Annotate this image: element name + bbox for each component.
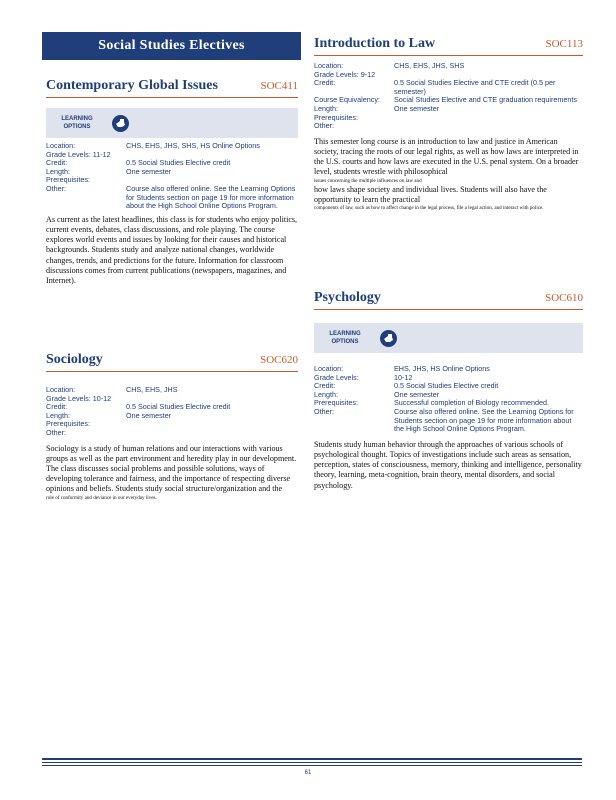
course-description bbox=[314, 137, 583, 212]
info-value: One semester bbox=[394, 103, 440, 113]
info-key: Location: bbox=[46, 141, 76, 150]
info-row bbox=[314, 114, 583, 123]
course-title-row bbox=[314, 290, 583, 310]
info-row bbox=[46, 403, 298, 412]
info-key: Location: bbox=[314, 364, 344, 373]
course-description: As current as the latest headlines, this class is for students who enjoy politics, current events, debates, class discussions, and role playing. The course explores world events and issues by looking for their causes and historical backgrounds. Students study and analyze national changes, worldwide changes, trends, and predictions for the future. Information for classroom discussions comes from current publications (newspapers, magazines, and Internet). bbox=[46, 214, 298, 285]
info-row bbox=[314, 122, 583, 131]
info-key: Other: bbox=[46, 427, 66, 437]
course-code: SOC113 bbox=[545, 38, 583, 50]
page-number: 61 bbox=[304, 770, 312, 776]
course-title-row bbox=[46, 352, 298, 372]
course-code: SOC620 bbox=[260, 354, 298, 366]
info-value: Successful completion of Biology recommended. bbox=[394, 398, 550, 408]
info-value: Course also offered online. See the Learning Options for Students section on page 19 for more information about the High School Online Options Program. bbox=[394, 406, 574, 434]
info-key: Other: bbox=[314, 406, 334, 416]
info-row bbox=[314, 96, 583, 105]
course-description-text: This semester long course is an introduction to law and justice in American society, tracing the roots of our legal rights, as well as how laws are interpreted in the U.S. courts and how laws are executed in the U.S. penal system. On a broader level, students wrestle with philosophical bbox=[314, 136, 579, 177]
info-key: Other: bbox=[314, 121, 334, 131]
course-contemporary-global-issues bbox=[46, 78, 298, 286]
info-value: Social Studies Elective and CTE graduation requirements bbox=[394, 95, 577, 105]
info-value: One semester bbox=[126, 166, 172, 176]
info-key: Length: bbox=[46, 410, 70, 420]
course-code: SOC411 bbox=[260, 80, 298, 92]
info-value bbox=[394, 114, 583, 123]
info-key: Course Equivalency: bbox=[314, 95, 380, 105]
course-description-small: role of conformity and deviance in our everyday lives. bbox=[46, 494, 157, 501]
course-title-row bbox=[314, 36, 583, 56]
info-value: 10-12 bbox=[394, 372, 413, 382]
course-name: Sociology bbox=[46, 352, 103, 367]
course-description-small-2: components of law, such as how to affect change in the legal process, file a legal action, and interact with police. bbox=[314, 204, 544, 211]
course-introduction-to-law bbox=[314, 36, 583, 212]
info-value: 0.5 Social Studies Elective credit bbox=[126, 402, 231, 412]
info-key: Grade Levels: 10-12 bbox=[46, 393, 112, 403]
course-info-table bbox=[314, 365, 583, 434]
course-name: Psychology bbox=[314, 290, 381, 305]
info-value: 0.5 Social Studies Elective credit bbox=[126, 158, 231, 168]
info-key: Prerequisites: bbox=[46, 419, 90, 429]
computer-hand-icon bbox=[380, 330, 397, 347]
info-value bbox=[394, 122, 583, 131]
course-description-text-2: how laws shape society and individual lives. Students will also have the opportunity to learn the practical bbox=[314, 184, 547, 204]
info-key: Credit: bbox=[46, 402, 68, 412]
info-row bbox=[314, 382, 583, 391]
info-row bbox=[314, 408, 583, 434]
course-name: Introduction to Law bbox=[314, 36, 436, 51]
info-row bbox=[46, 159, 298, 168]
info-value bbox=[126, 420, 298, 429]
learning-options-label: LEARNING OPTIONS bbox=[61, 116, 93, 130]
info-key: Grade Levels: 9-12 bbox=[314, 69, 376, 79]
info-key: Credit: bbox=[314, 381, 336, 391]
course-name: Contemporary Global Issues bbox=[46, 78, 218, 93]
course-description-small: issues concerning the multiple influences on law and bbox=[314, 177, 422, 184]
info-value: One semester bbox=[394, 389, 440, 399]
course-code: SOC610 bbox=[545, 292, 583, 304]
info-value: One semester bbox=[126, 410, 172, 420]
info-value: CHS, EHS, JHS, SHS bbox=[394, 61, 465, 70]
info-row bbox=[46, 185, 298, 211]
course-description-text: Sociology is a study of human relations and our interactions with various groups as well as the part environment and heredity play in our development. The class discusses social problems and possible solutions, ways of developing tolerance and fairness, and the importance of respecting diverse opinions and beliefs. Students study social structure/organization and the bbox=[46, 443, 297, 494]
course-info-table bbox=[314, 62, 583, 131]
info-value: 0.5 Social Studies Elective and CTE credit (0.5 per semester) bbox=[394, 78, 556, 96]
section-banner: Social Studies Electives bbox=[42, 32, 301, 60]
info-key: Location: bbox=[314, 61, 344, 70]
info-key: Grade Levels: 11-12 bbox=[46, 149, 111, 159]
learning-options-label: LEARNING OPTIONS bbox=[329, 331, 361, 345]
info-key: Prerequisites: bbox=[314, 398, 358, 408]
computer-hand-icon bbox=[112, 115, 129, 132]
info-key: Credit: bbox=[314, 78, 336, 88]
info-key: Grade Levels: bbox=[314, 372, 359, 382]
course-info-table bbox=[46, 142, 298, 211]
info-row bbox=[46, 429, 298, 438]
info-key: Length: bbox=[46, 166, 70, 176]
course-psychology bbox=[314, 290, 583, 491]
footer-rule bbox=[42, 758, 582, 766]
info-key: Prerequisites: bbox=[314, 112, 358, 122]
learning-options-panel bbox=[46, 108, 298, 138]
info-value: CHS, EHS, JHS bbox=[126, 385, 178, 394]
info-value bbox=[126, 429, 298, 438]
course-title-row bbox=[46, 78, 298, 98]
course-description bbox=[46, 444, 298, 502]
info-key: Credit: bbox=[46, 158, 68, 168]
info-row bbox=[314, 79, 583, 96]
info-key: Length: bbox=[314, 103, 338, 113]
info-key: Location: bbox=[46, 385, 76, 394]
info-key: Prerequisites: bbox=[46, 175, 90, 185]
course-description: Students study human behavior through the approaches of various schools of psychological thought. Topics of investigations include such areas as sensation, perception, states of consciousness, memory, thinking and intelligence, personality theory, learning, meta-cognition, brain theory, mental disorders, and social psychology. bbox=[314, 439, 582, 490]
info-row bbox=[46, 420, 298, 429]
info-key: Other: bbox=[46, 183, 66, 193]
course-sociology bbox=[46, 352, 298, 502]
learning-options-panel bbox=[314, 323, 583, 353]
info-key: Length: bbox=[314, 389, 338, 399]
info-value: EHS, JHS, HS Online Options bbox=[394, 364, 490, 373]
info-value: 0.5 Social Studies Elective credit bbox=[394, 381, 499, 391]
course-info-table bbox=[46, 386, 298, 438]
info-value: Course also offered online. See the Learning Options for Students section on page 19 for more information about the High School Online Options Program. bbox=[126, 183, 296, 211]
info-value: CHS, EHS, JHS, SHS, HS Online Options bbox=[126, 141, 260, 150]
